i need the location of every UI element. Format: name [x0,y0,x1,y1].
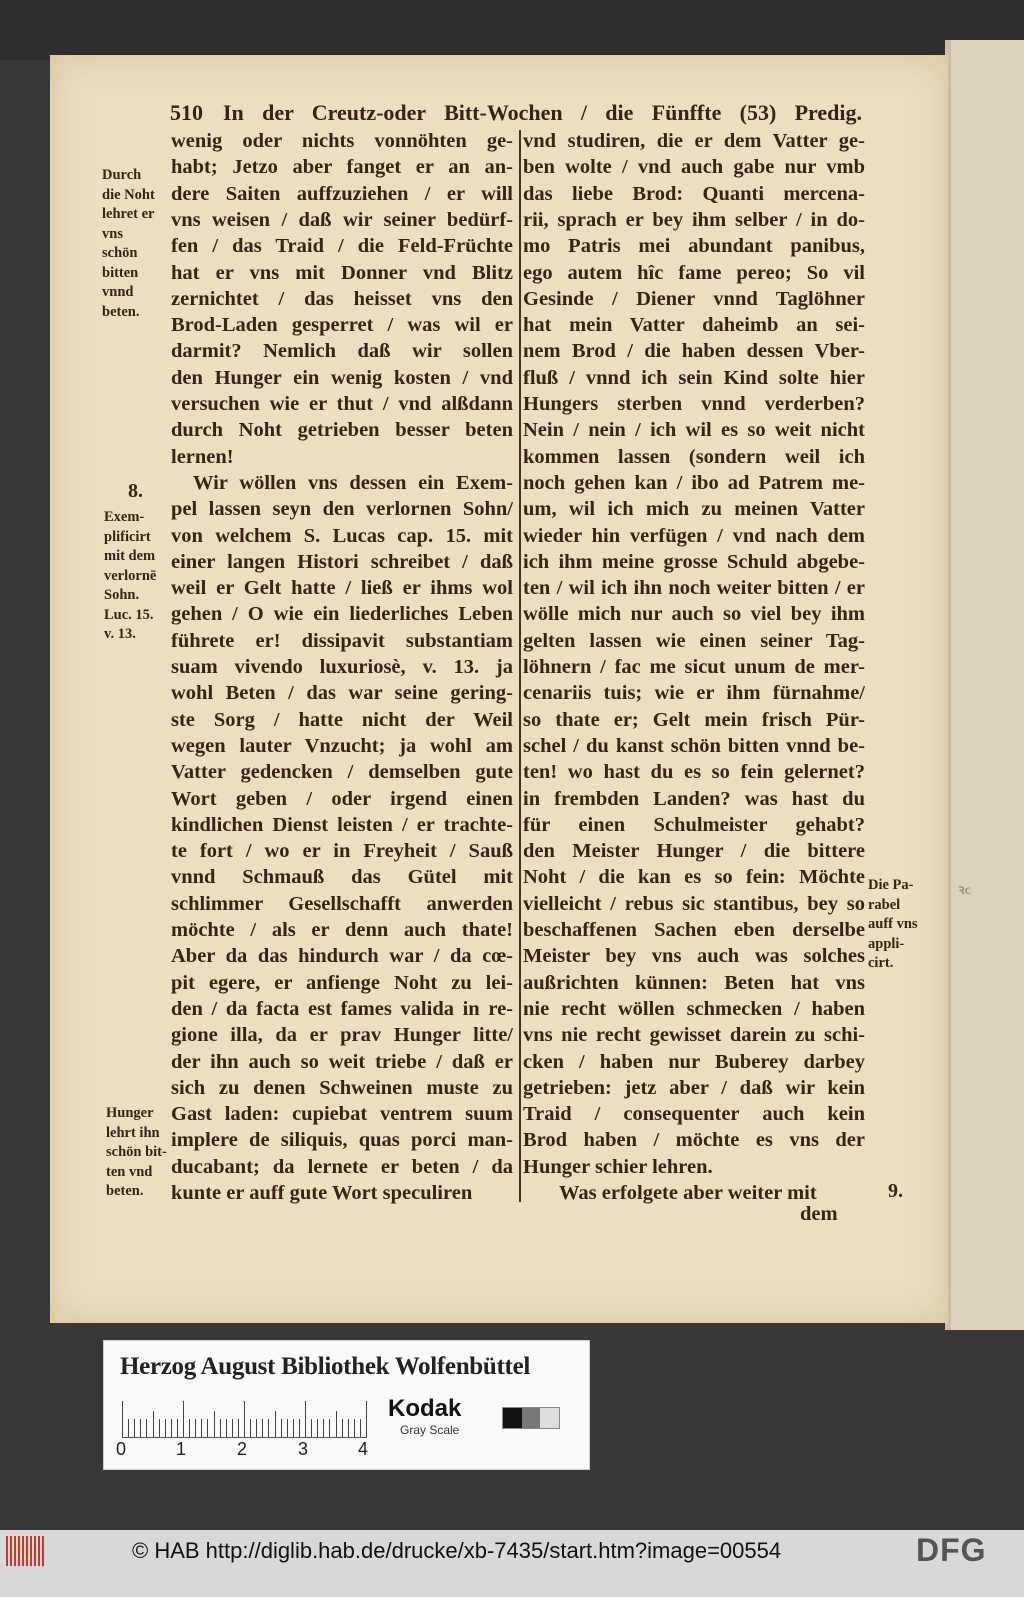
text-line-content: in frembden Landen? was hast du [523,787,865,810]
text-line-content: noch gehen kan / ibo ad Patrem me- [523,471,865,494]
ruler-tick [299,1419,300,1437]
text-line-content: sich zu denen Schweinen muste zu [171,1076,513,1099]
text-line-content: wieder hin verfügen / vnd nach dem [523,524,865,547]
text-line-content: versuchen wie er thut / vnd alßdann [171,393,513,415]
kodak-logo: Kodak [388,1395,462,1422]
text-line-content: ducabant; da lernete er beten / da [171,1155,513,1178]
ruler-tick [140,1419,141,1437]
text-line-content: habt; Jetzo aber fanget er an an- [171,156,513,179]
text-line [523,628,865,655]
text-line-content: gehen / O wie ein liederliches Leben [171,603,513,626]
catchword: dem [800,1203,838,1225]
ruler-number: 3 [298,1439,309,1459]
text-line [171,1154,513,1181]
text-line-content: beschaffenen Sachen eben derselbe [523,919,865,941]
text-line [171,1127,513,1154]
text-line [523,891,865,918]
text-line-content: wölle mich nur auch so viel bey ihm [523,603,865,626]
text-line-content: nem Brod / die haben dessen Vber- [523,340,865,363]
margin-note-line: vns [102,225,123,242]
text-line [523,917,865,944]
text-line-content: darmit? Nemlich daß wir sollen [171,340,513,363]
text-line-content: gelten lassen wie einen seiner Tag- [523,629,865,652]
library-name: Herzog August Bibliothek Wolfenbüttel [120,1353,531,1380]
text-line [523,1022,865,1049]
ruler-tick [177,1419,178,1437]
ruler-tick [189,1419,190,1437]
running-header [170,100,862,130]
ruler-tick [293,1419,294,1437]
text-line [523,864,865,891]
text-line [171,970,513,997]
margin-note-line: schön bit- [106,1144,167,1160]
text-line [523,786,865,813]
ruler-tick [305,1401,306,1437]
text-line [523,338,865,365]
text-line [171,549,513,576]
ruler-tick [354,1419,355,1437]
text-line-content: ste Sorg / hatte nicht der Weil [171,708,513,731]
text-line [523,365,865,392]
margin-note-line: plificirt [104,528,151,545]
text-line [171,759,513,786]
text-line-content: cenariis tuis; wie er ihm fürnahme/ [523,682,865,705]
text-line-content: Wort geben / oder irgend einen [171,787,513,810]
margin-note-line: lehret er [102,206,155,222]
ruler-tick [275,1411,276,1437]
text-line [171,917,513,944]
text-line [171,496,513,523]
margin-note-line: beten. [102,303,140,320]
text-line-content: außrichten künnen: Beten hat vns [523,971,865,994]
text-line [523,496,865,523]
margin-note-line: bitten [102,264,139,281]
margin-note-line: auff vns [868,916,918,932]
text-line-content: pit egere, er anfienge Noht zu lei- [171,971,513,994]
text-line-content: Noht / die kan es so fein: Möchte [523,866,865,889]
text-line [171,864,513,891]
text-line [523,996,865,1023]
margin-note-line: vnnd [102,284,134,300]
section-number-8: 8. [128,480,143,502]
text-line-content: ego autem hîc fame pereo; So vil [523,261,865,284]
text-line [171,838,513,865]
ruler-tick [207,1419,208,1437]
ruler-tick [232,1419,233,1437]
text-line [171,1180,513,1207]
text-line-content: führete er! dissipavit substantiam [171,629,513,652]
ruler-tick [195,1419,196,1437]
text-line [523,943,865,970]
text-line [523,1075,865,1102]
text-line [171,654,513,681]
text-line [171,1049,513,1076]
margin-note-line: Sohn. [104,587,140,603]
ruler-tick [329,1419,330,1437]
ruler-tick [244,1401,245,1437]
text-line [523,312,865,339]
text-line-content: Traid / consequenter auch kein [523,1103,865,1126]
text-line [523,549,865,576]
ruler-tick [146,1419,147,1437]
text-line-content: Was erfolgete aber weiter mit [559,1182,817,1204]
text-line-content: löhnern / fac me sicut unum de mer- [523,656,865,678]
text-line-content: wegen lauter Vnzucht; ja wohl am [171,734,513,757]
facing-page-edge [945,40,1024,1330]
ruler-tick [165,1419,166,1437]
text-line-content: ten! wo hast du es so fein gelernet? [523,761,865,784]
text-line-content: den Meister Hunger / die bittere [523,840,865,863]
text-line-content: hat mein Vatter daheimb an sei- [523,314,865,337]
text-line-content: vns weisen / daß wir seiner bedürf- [171,208,513,231]
text-line [171,601,513,628]
text-line-content: fen / das Traid / die Feld-Früchte [171,235,513,258]
text-line [523,181,865,208]
running-title: In der Creutz-oder Bitt-Wochen / die Fünffte (53) Predig. [223,100,862,125]
text-line [523,1154,865,1181]
text-line [171,444,513,471]
margin-note-line: Exem- [104,509,145,525]
text-line-content: zernichtet / das heisset vns den [171,287,513,310]
gray-scale-label: Gray Scale [400,1423,460,1437]
text-line [171,391,513,418]
text-line-content: schel / du kanst schön bitten vnnd be- [523,734,865,757]
source-credit-link[interactable]: © HAB http://diglib.hab.de/drucke/xb-7435/start.htm?image=00554 [132,1538,782,1563]
text-line-content: durch Noht getrieben besser beten [171,419,513,442]
text-line-content: wenig oder nichts vonnöhten ge- [171,130,513,152]
ruler-tick [262,1419,263,1437]
text-line [171,233,513,260]
text-line [171,417,513,444]
margin-note-line: Luc. 15. [104,606,154,623]
ruler-number: 2 [237,1439,248,1459]
text-line [171,628,513,655]
text-line-content: das liebe Brod: Quanti mercena- [523,182,865,205]
text-line [171,1101,513,1128]
text-line [523,391,865,418]
ruler-tick [256,1419,257,1437]
text-line-content: Hunger schier lehren. [523,1155,713,1178]
text-line-content: der ihn auch so weit triebe / daß er [171,1050,513,1073]
text-line [523,417,865,444]
ruler-tick [171,1419,172,1437]
text-line [171,996,513,1023]
margin-note-line: cirt. [868,955,894,971]
ruler-tick [128,1419,129,1437]
text-line [523,128,865,155]
text-line [523,654,865,681]
text-line-content: vns nie recht gewisset darein zu schi- [523,1024,865,1047]
ruler-tick [317,1419,318,1437]
text-line [523,1101,865,1128]
ruler-tick [159,1419,160,1437]
text-line-content: gione illa, da er prav Hunger litte/ [171,1024,513,1047]
margin-note-line: beten. [106,1183,144,1199]
margin-note-line: ten vnd [106,1163,153,1180]
text-line [171,786,513,813]
section-number-9: 9. [888,1180,903,1202]
text-line-content: den / da facta est fames valida in re- [171,997,513,1020]
text-line-content: mo Patris mei abundant panibus, [523,235,865,258]
text-line [523,707,865,734]
text-line [523,523,865,550]
text-line-content: vnnd Schmauß das Gütel mit [171,866,513,889]
text-line-content: getrieben: jetz aber / daß wir kein [523,1076,865,1099]
text-line [171,365,513,392]
ruler-tick [220,1419,221,1437]
text-line [171,575,513,602]
text-line [171,812,513,839]
text-line [523,260,865,287]
bleed-through-text: ꝛc [958,883,971,898]
text-line-content: kommen lassen (sondern weil ich [523,445,865,468]
margin-note-line: die Noht [102,186,155,203]
text-line [523,733,865,760]
color-calibration-card [103,1340,590,1470]
footer-bar [0,1530,1024,1597]
ruler-tick [366,1401,367,1437]
text-line-content: vnd studiren, die er dem Vatter ge- [523,130,865,152]
text-line-content: hat er vns mit Donner vnd Blitz [171,261,513,284]
text-line [171,207,513,234]
text-line-content: rii, sprach er bey ihm selber / in do- [523,208,865,231]
text-line-content: vielleicht / rebus sic stantibus, bey so [523,892,865,915]
ruler-tick [134,1419,135,1437]
ruler-tick [281,1419,282,1437]
text-line [523,759,865,786]
ruler-tick [226,1419,227,1437]
text-line-content: weil er Gelt hatte / ließ er ihms wol [171,577,513,600]
text-line-content: Hungers sterben vnnd verderben? [523,393,865,415]
text-line-content: Aber da das hindurch war / da cœ- [171,945,513,968]
margin-note-line: appli- [868,935,905,952]
margin-note-line: v. 13. [104,626,136,642]
text-line-content: Vatter gedencken / demselben gute [171,761,513,784]
text-line-content: von welchem S. Lucas cap. 15. mit [171,524,513,547]
text-line-content: ten / wil ich ihn noch weiter bitten / er [523,577,865,600]
text-line-content: möchte / als er denn auch thate! [171,919,513,941]
hab-logo-icon [6,1536,46,1566]
text-line [171,154,513,181]
ruler-tick [268,1419,269,1437]
ruler-tick [323,1419,324,1437]
text-line [523,970,865,997]
text-line-content: nie recht wöllen schmecken / haben [523,997,865,1020]
text-line-content: wohl Beten / das war seine gering- [171,682,513,705]
text-line-content: cken / haben nur Buberey darbey [523,1050,865,1073]
text-line [171,286,513,313]
dfg-logo: DFG [916,1532,987,1568]
text-line [171,733,513,760]
text-line [523,575,865,602]
text-line [523,233,865,260]
ruler-tick [336,1411,337,1437]
ruler-tick [311,1419,312,1437]
text-line [523,470,865,497]
ruler-tick [348,1419,349,1437]
text-line [171,128,513,155]
text-line [523,286,865,313]
text-line [171,312,513,339]
text-line [523,154,865,181]
column-divider [519,130,521,1202]
ruler-tick [153,1411,154,1437]
text-line-content: fluß / vnnd ich sein Kind solte hier [523,366,865,389]
text-line [193,470,513,497]
text-line-content: kunte er auff gute Wort speculiren [171,1182,473,1204]
text-line [523,444,865,471]
text-line-content: ben wolte / vnd auch gabe nur vmb [523,156,865,179]
text-line [171,523,513,550]
text-line [171,181,513,208]
text-line [171,338,513,365]
ruler-number: 1 [176,1439,187,1459]
ruler-tick [214,1411,215,1437]
ruler-number: 0 [116,1439,127,1459]
text-line [523,812,865,839]
text-line-content: ich ihm meine grosse Schuld abgebe- [523,550,865,573]
margin-note-line: schön [102,245,138,261]
text-line-content: den Hunger ein wenig kosten / vnd [171,366,513,389]
text-line [523,601,865,628]
text-line-content: für einen Schulmeister gehabt? [523,813,865,836]
text-line-content: suam vivendo luxuriosè, v. 13. ja [171,656,513,678]
text-line [523,680,865,707]
margin-note-line: rabel [868,896,901,913]
text-line [171,1022,513,1049]
ruler-tick [183,1401,184,1437]
margin-note-line: Die Pa- [868,877,914,893]
margin-note-line: Durch [102,167,142,183]
text-line [171,260,513,287]
margin-note-line: mit dem [104,548,156,564]
text-line-content: lernen! [171,445,234,468]
text-line-content: implere de siliquis, quas porci man- [171,1129,513,1152]
ruler-tick [360,1419,361,1437]
text-line-content: Nein / nein / ich wil es so weit nicht [523,419,865,442]
ruler-tick [201,1419,202,1437]
text-line-content: kindlichen Dienst leisten / er trachte- [171,813,513,836]
text-line-content: einer langen Histori schreibet / daß [171,550,513,573]
margin-note-line: Hunger [106,1105,154,1121]
text-line [523,1049,865,1076]
text-line [523,1127,865,1154]
text-line [523,838,865,865]
text-line-content: Brod haben / möchte es vns der [523,1129,865,1152]
ruler-tick [287,1419,288,1437]
text-line-content: te fort / wo er in Freyheit / Sauß [171,840,513,863]
text-line-content: dere Saiten auffzuziehen / er will [171,182,513,205]
text-line [171,680,513,707]
text-line [171,943,513,970]
page-number: 510 [170,100,203,125]
ruler-tick [238,1419,239,1437]
text-line-content: Wir wöllen vns dessen ein Exem- [193,471,513,494]
ruler-tick [250,1419,251,1437]
margin-note-line: lehrt ihn [106,1124,160,1141]
ruler-scale [122,1401,367,1438]
ruler-number: 4 [358,1439,369,1459]
text-line-content: pel lassen seyn den verlornen Sohn/ [171,498,513,521]
text-line-content: schlimmer Gesellschafft anwerden [171,892,513,915]
text-line-content: Meister bey vns auch was solches [523,945,865,968]
ruler-tick [122,1401,123,1437]
text-line-content: um, wil ich mich zu meinen Vatter [523,498,865,521]
text-line [171,707,513,734]
gray-scale-patches [502,1407,560,1429]
ruler-tick [342,1419,343,1437]
text-line-content: Gast laden: cupiebat ventrem suum [171,1103,513,1126]
scan-background [0,0,1024,60]
text-line-content: so thate er; Gelt mein frisch Pür- [523,708,865,731]
text-line-content: Brod-Laden gesperret / was wil er [171,314,513,337]
margin-note-line: verlornē [104,567,157,584]
text-line [523,207,865,234]
text-line [171,1075,513,1102]
text-line-content: Gesinde / Diener vnnd Taglöhner [523,287,865,310]
text-line [171,891,513,918]
